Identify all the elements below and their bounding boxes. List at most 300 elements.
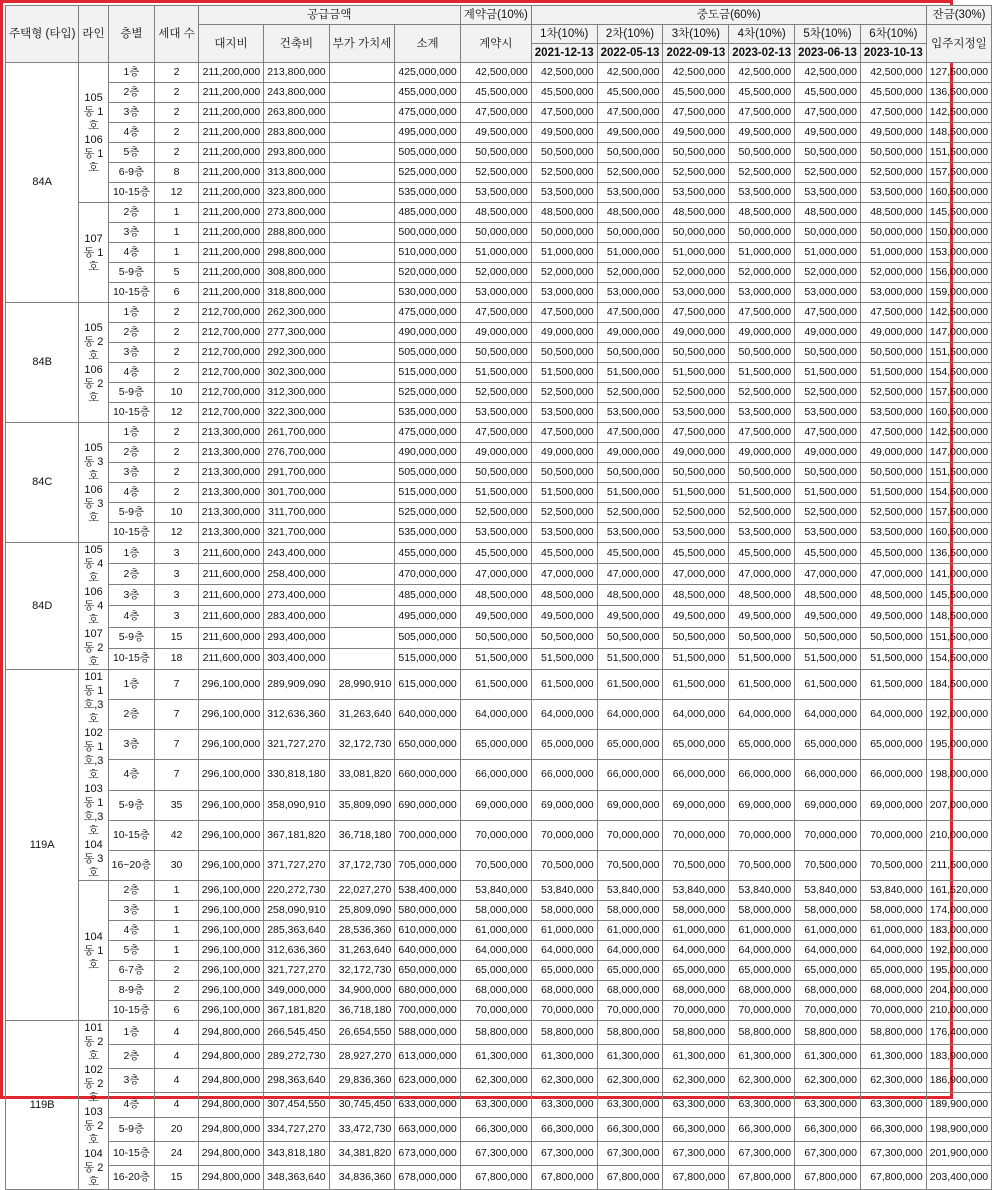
line-cell: 105동 1호 106동 1호 xyxy=(79,63,108,203)
middle-payment-cell: 61,000,000 xyxy=(860,921,926,941)
floor-cell: 16~20층 xyxy=(108,850,155,880)
header-middle-round: 1차(10%) xyxy=(531,25,597,44)
floor-cell: 5-9층 xyxy=(108,790,155,820)
middle-payment-cell: 70,000,000 xyxy=(597,1001,663,1021)
middle-payment-cell: 62,300,000 xyxy=(795,1069,861,1093)
floor-cell: 10-15층 xyxy=(108,1141,155,1165)
floor-cell: 10-15층 xyxy=(108,183,155,203)
contract-cell: 52,500,000 xyxy=(460,163,531,183)
contract-cell: 70,000,000 xyxy=(460,1001,531,1021)
middle-payment-cell: 70,000,000 xyxy=(663,820,729,850)
middle-payment-cell: 49,000,000 xyxy=(597,323,663,343)
middle-payment-cell: 65,000,000 xyxy=(597,730,663,760)
contract-cell: 48,500,000 xyxy=(460,585,531,606)
middle-payment-cell: 49,000,000 xyxy=(663,443,729,463)
floor-cell: 5층 xyxy=(108,941,155,961)
middle-payment-cell: 61,500,000 xyxy=(860,670,926,700)
subtotal-cell: 535,000,000 xyxy=(395,403,460,423)
middle-payment-cell: 58,000,000 xyxy=(729,901,795,921)
middle-payment-cell: 53,500,000 xyxy=(860,403,926,423)
vat-cell xyxy=(329,483,395,503)
land-cost-cell: 212,700,000 xyxy=(198,343,263,363)
contract-cell: 66,300,000 xyxy=(460,1117,531,1141)
building-cost-cell: 334,727,270 xyxy=(264,1117,329,1141)
land-cost-cell: 296,100,000 xyxy=(198,760,263,790)
land-cost-cell: 211,200,000 xyxy=(198,263,263,283)
building-cost-cell: 349,000,000 xyxy=(264,981,329,1001)
units-cell: 3 xyxy=(155,606,199,627)
middle-payment-cell: 52,500,000 xyxy=(729,503,795,523)
balance-cell: 195,000,000 xyxy=(926,730,991,760)
units-cell: 1 xyxy=(155,901,199,921)
middle-payment-cell: 42,500,000 xyxy=(860,63,926,83)
vat-cell xyxy=(329,63,395,83)
balance-cell: 204,000,000 xyxy=(926,981,991,1001)
balance-cell: 142,500,000 xyxy=(926,423,991,443)
line-cell: 105동 4호 106동 4호 107동 2호 xyxy=(79,543,108,670)
building-cost-cell: 343,818,180 xyxy=(264,1141,329,1165)
floor-cell: 10-15층 xyxy=(108,283,155,303)
middle-payment-cell: 52,500,000 xyxy=(795,503,861,523)
supply-price-table xyxy=(5,5,992,1190)
building-cost-cell: 330,818,180 xyxy=(264,760,329,790)
middle-payment-cell: 47,000,000 xyxy=(795,564,861,585)
middle-payment-cell: 62,300,000 xyxy=(860,1069,926,1093)
middle-payment-cell: 70,000,000 xyxy=(795,820,861,850)
building-cost-cell: 243,400,000 xyxy=(264,543,329,564)
middle-payment-cell: 47,000,000 xyxy=(663,564,729,585)
middle-payment-cell: 70,500,000 xyxy=(597,850,663,880)
middle-payment-cell: 49,500,000 xyxy=(597,606,663,627)
middle-payment-cell: 53,000,000 xyxy=(597,283,663,303)
table-row xyxy=(6,543,992,564)
contract-cell: 45,500,000 xyxy=(460,543,531,564)
balance-cell: 183,900,000 xyxy=(926,1045,991,1069)
vat-cell xyxy=(329,203,395,223)
middle-payment-cell: 69,000,000 xyxy=(860,790,926,820)
middle-payment-cell: 67,300,000 xyxy=(729,1141,795,1165)
contract-cell: 51,000,000 xyxy=(460,243,531,263)
vat-cell: 22,027,270 xyxy=(329,881,395,901)
middle-payment-cell: 53,840,000 xyxy=(597,881,663,901)
middle-payment-cell: 52,500,000 xyxy=(597,163,663,183)
land-cost-cell: 211,200,000 xyxy=(198,83,263,103)
units-cell: 7 xyxy=(155,670,199,700)
middle-payment-cell: 65,000,000 xyxy=(663,961,729,981)
table-row xyxy=(6,123,992,143)
middle-payment-cell: 66,300,000 xyxy=(663,1117,729,1141)
land-cost-cell: 296,100,000 xyxy=(198,700,263,730)
middle-payment-cell: 67,800,000 xyxy=(597,1165,663,1189)
units-cell: 4 xyxy=(155,1045,199,1069)
balance-cell: 192,000,000 xyxy=(926,941,991,961)
middle-payment-cell: 66,000,000 xyxy=(860,760,926,790)
subtotal-cell: 500,000,000 xyxy=(395,223,460,243)
middle-payment-cell: 48,500,000 xyxy=(597,585,663,606)
floor-cell: 3층 xyxy=(108,343,155,363)
table-row xyxy=(6,523,992,543)
middle-payment-cell: 47,500,000 xyxy=(597,303,663,323)
middle-payment-cell: 49,500,000 xyxy=(795,123,861,143)
contract-cell: 58,000,000 xyxy=(460,901,531,921)
middle-payment-cell: 51,500,000 xyxy=(860,483,926,503)
vat-cell xyxy=(329,503,395,523)
vat-cell xyxy=(329,423,395,443)
table-row xyxy=(6,203,992,223)
middle-payment-cell: 68,000,000 xyxy=(795,981,861,1001)
contract-cell: 51,500,000 xyxy=(460,483,531,503)
land-cost-cell: 296,100,000 xyxy=(198,820,263,850)
middle-payment-cell: 48,500,000 xyxy=(663,203,729,223)
middle-payment-cell: 53,500,000 xyxy=(795,523,861,543)
units-cell: 2 xyxy=(155,961,199,981)
contract-cell: 45,500,000 xyxy=(460,83,531,103)
subtotal-cell: 505,000,000 xyxy=(395,343,460,363)
contract-cell: 67,800,000 xyxy=(460,1165,531,1189)
table-row xyxy=(6,961,992,981)
middle-payment-cell: 61,500,000 xyxy=(531,670,597,700)
land-cost-cell: 212,700,000 xyxy=(198,323,263,343)
header-middle-group: 중도금(60%) xyxy=(531,6,926,25)
header-middle-round: 4차(10%) xyxy=(729,25,795,44)
subtotal-cell: 475,000,000 xyxy=(395,423,460,443)
balance-cell: 127,500,000 xyxy=(926,63,991,83)
floor-cell: 1층 xyxy=(108,670,155,700)
middle-payment-cell: 67,800,000 xyxy=(860,1165,926,1189)
subtotal-cell: 490,000,000 xyxy=(395,323,460,343)
table-row xyxy=(6,1141,992,1165)
middle-payment-cell: 53,500,000 xyxy=(597,523,663,543)
vat-cell: 33,472,730 xyxy=(329,1117,395,1141)
header-supply-group: 공급금액 xyxy=(198,6,460,25)
middle-payment-cell: 51,500,000 xyxy=(795,363,861,383)
building-cost-cell: 258,400,000 xyxy=(264,564,329,585)
contract-cell: 51,500,000 xyxy=(460,363,531,383)
header-land: 대지비 xyxy=(198,25,263,63)
middle-payment-cell: 48,500,000 xyxy=(597,203,663,223)
middle-payment-cell: 49,000,000 xyxy=(795,323,861,343)
type-cell: 119B xyxy=(6,1021,79,1190)
contract-cell: 64,000,000 xyxy=(460,941,531,961)
middle-payment-cell: 61,300,000 xyxy=(860,1045,926,1069)
land-cost-cell: 213,300,000 xyxy=(198,503,263,523)
middle-payment-cell: 49,000,000 xyxy=(729,323,795,343)
middle-payment-cell: 47,500,000 xyxy=(729,303,795,323)
middle-payment-cell: 48,500,000 xyxy=(795,585,861,606)
units-cell: 6 xyxy=(155,283,199,303)
contract-cell: 69,000,000 xyxy=(460,790,531,820)
middle-payment-cell: 66,000,000 xyxy=(597,760,663,790)
vat-cell: 30,745,450 xyxy=(329,1093,395,1117)
subtotal-cell: 610,000,000 xyxy=(395,921,460,941)
building-cost-cell: 367,181,820 xyxy=(264,1001,329,1021)
floor-cell: 4층 xyxy=(108,1093,155,1117)
subtotal-cell: 485,000,000 xyxy=(395,585,460,606)
middle-payment-cell: 50,500,000 xyxy=(531,627,597,648)
middle-payment-cell: 52,500,000 xyxy=(531,163,597,183)
vat-cell: 34,900,000 xyxy=(329,981,395,1001)
contract-cell: 52,000,000 xyxy=(460,263,531,283)
balance-cell: 192,000,000 xyxy=(926,700,991,730)
land-cost-cell: 296,100,000 xyxy=(198,901,263,921)
table-row xyxy=(6,323,992,343)
middle-payment-cell: 51,000,000 xyxy=(663,243,729,263)
subtotal-cell: 580,000,000 xyxy=(395,901,460,921)
subtotal-cell: 425,000,000 xyxy=(395,63,460,83)
middle-payment-cell: 68,000,000 xyxy=(729,981,795,1001)
middle-payment-cell: 58,800,000 xyxy=(531,1021,597,1045)
middle-payment-cell: 50,500,000 xyxy=(531,343,597,363)
table-row xyxy=(6,343,992,363)
units-cell: 4 xyxy=(155,1021,199,1045)
vat-cell: 28,536,360 xyxy=(329,921,395,941)
units-cell: 2 xyxy=(155,83,199,103)
middle-payment-cell: 51,500,000 xyxy=(795,483,861,503)
building-cost-cell: 322,300,000 xyxy=(264,403,329,423)
contract-cell: 50,000,000 xyxy=(460,223,531,243)
middle-payment-cell: 49,000,000 xyxy=(729,443,795,463)
middle-payment-cell: 61,500,000 xyxy=(597,670,663,700)
contract-cell: 49,000,000 xyxy=(460,443,531,463)
vat-cell xyxy=(329,523,395,543)
contract-cell: 61,300,000 xyxy=(460,1045,531,1069)
middle-payment-cell: 50,500,000 xyxy=(597,627,663,648)
middle-payment-cell: 51,500,000 xyxy=(795,648,861,669)
header-contract-group: 계약금(10%) xyxy=(460,6,531,25)
land-cost-cell: 211,600,000 xyxy=(198,606,263,627)
vat-cell xyxy=(329,283,395,303)
balance-cell: 203,400,000 xyxy=(926,1165,991,1189)
units-cell: 2 xyxy=(155,303,199,323)
floor-cell: 5-9층 xyxy=(108,263,155,283)
units-cell: 1 xyxy=(155,203,199,223)
middle-payment-cell: 67,300,000 xyxy=(795,1141,861,1165)
middle-payment-cell: 51,500,000 xyxy=(663,483,729,503)
land-cost-cell: 211,600,000 xyxy=(198,627,263,648)
vat-cell xyxy=(329,363,395,383)
balance-cell: 207,000,000 xyxy=(926,790,991,820)
vat-cell: 36,718,180 xyxy=(329,1001,395,1021)
middle-payment-cell: 50,500,000 xyxy=(729,463,795,483)
floor-cell: 2층 xyxy=(108,323,155,343)
balance-cell: 198,900,000 xyxy=(926,1117,991,1141)
middle-payment-cell: 50,500,000 xyxy=(860,463,926,483)
balance-cell: 160,500,000 xyxy=(926,403,991,423)
floor-cell: 16-20층 xyxy=(108,1165,155,1189)
middle-payment-cell: 70,500,000 xyxy=(860,850,926,880)
contract-cell: 51,500,000 xyxy=(460,648,531,669)
balance-cell: 159,000,000 xyxy=(926,283,991,303)
table-body xyxy=(6,63,992,1190)
middle-payment-cell: 67,300,000 xyxy=(860,1141,926,1165)
middle-payment-cell: 68,000,000 xyxy=(531,981,597,1001)
middle-payment-cell: 65,000,000 xyxy=(531,961,597,981)
middle-payment-cell: 48,500,000 xyxy=(531,203,597,223)
middle-payment-cell: 45,500,000 xyxy=(663,543,729,564)
middle-payment-cell: 70,000,000 xyxy=(860,820,926,850)
middle-payment-cell: 50,500,000 xyxy=(860,343,926,363)
units-cell: 3 xyxy=(155,585,199,606)
type-cell: 84C xyxy=(6,423,79,543)
middle-payment-cell: 45,500,000 xyxy=(531,543,597,564)
table-row xyxy=(6,263,992,283)
middle-payment-cell: 49,500,000 xyxy=(795,606,861,627)
middle-payment-cell: 67,800,000 xyxy=(795,1165,861,1189)
middle-payment-cell: 61,500,000 xyxy=(729,670,795,700)
middle-payment-cell: 70,000,000 xyxy=(729,1001,795,1021)
floor-cell: 2층 xyxy=(108,443,155,463)
contract-cell: 49,000,000 xyxy=(460,323,531,343)
subtotal-cell: 485,000,000 xyxy=(395,203,460,223)
middle-payment-cell: 49,000,000 xyxy=(597,443,663,463)
land-cost-cell: 296,100,000 xyxy=(198,961,263,981)
vat-cell xyxy=(329,648,395,669)
middle-payment-cell: 50,000,000 xyxy=(597,223,663,243)
floor-cell: 2층 xyxy=(108,700,155,730)
vat-cell xyxy=(329,403,395,423)
contract-cell: 53,500,000 xyxy=(460,523,531,543)
middle-payment-cell: 53,500,000 xyxy=(597,403,663,423)
balance-cell: 141,000,000 xyxy=(926,564,991,585)
balance-cell: 183,000,000 xyxy=(926,921,991,941)
middle-payment-cell: 48,500,000 xyxy=(531,585,597,606)
middle-payment-cell: 63,300,000 xyxy=(729,1093,795,1117)
floor-cell: 2층 xyxy=(108,203,155,223)
floor-cell: 1층 xyxy=(108,1021,155,1045)
table-header xyxy=(6,6,992,63)
subtotal-cell: 515,000,000 xyxy=(395,648,460,669)
middle-payment-cell: 50,500,000 xyxy=(663,627,729,648)
units-cell: 4 xyxy=(155,1069,199,1093)
floor-cell: 4층 xyxy=(108,921,155,941)
middle-payment-cell: 58,000,000 xyxy=(597,901,663,921)
table-row xyxy=(6,981,992,1001)
middle-payment-cell: 64,000,000 xyxy=(597,700,663,730)
contract-cell: 47,500,000 xyxy=(460,103,531,123)
middle-payment-cell: 48,500,000 xyxy=(663,585,729,606)
units-cell: 7 xyxy=(155,730,199,760)
floor-cell: 4층 xyxy=(108,123,155,143)
middle-payment-cell: 64,000,000 xyxy=(860,941,926,961)
balance-cell: 151,500,000 xyxy=(926,343,991,363)
land-cost-cell: 213,300,000 xyxy=(198,423,263,443)
middle-payment-cell: 53,500,000 xyxy=(531,523,597,543)
middle-payment-cell: 65,000,000 xyxy=(729,730,795,760)
table-row xyxy=(6,730,992,760)
middle-payment-cell: 58,800,000 xyxy=(860,1021,926,1045)
middle-payment-cell: 53,500,000 xyxy=(663,523,729,543)
table-row xyxy=(6,790,992,820)
table-row xyxy=(6,1117,992,1141)
table-row xyxy=(6,163,992,183)
units-cell: 12 xyxy=(155,523,199,543)
subtotal-cell: 535,000,000 xyxy=(395,183,460,203)
land-cost-cell: 296,100,000 xyxy=(198,1001,263,1021)
building-cost-cell: 273,400,000 xyxy=(264,585,329,606)
header-middle-date: 2023-02-13 xyxy=(729,44,795,63)
units-cell: 2 xyxy=(155,483,199,503)
middle-payment-cell: 47,500,000 xyxy=(795,423,861,443)
header-vat: 부가 가치세 xyxy=(329,25,395,63)
contract-cell: 50,500,000 xyxy=(460,627,531,648)
header-middle-date: 2022-05-13 xyxy=(597,44,663,63)
middle-payment-cell: 69,000,000 xyxy=(663,790,729,820)
middle-payment-cell: 53,500,000 xyxy=(663,183,729,203)
land-cost-cell: 296,100,000 xyxy=(198,730,263,760)
land-cost-cell: 212,700,000 xyxy=(198,383,263,403)
floor-cell: 4층 xyxy=(108,243,155,263)
contract-cell: 47,000,000 xyxy=(460,564,531,585)
header-middle-round: 2차(10%) xyxy=(597,25,663,44)
subtotal-cell: 705,000,000 xyxy=(395,850,460,880)
contract-cell: 66,000,000 xyxy=(460,760,531,790)
middle-payment-cell: 52,500,000 xyxy=(729,383,795,403)
floor-cell: 6-9층 xyxy=(108,163,155,183)
middle-payment-cell: 65,000,000 xyxy=(729,961,795,981)
units-cell: 2 xyxy=(155,143,199,163)
units-cell: 2 xyxy=(155,323,199,343)
contract-cell: 61,500,000 xyxy=(460,670,531,700)
balance-cell: 160,500,000 xyxy=(926,183,991,203)
table-row xyxy=(6,1165,992,1189)
header-middle-date: 2021-12-13 xyxy=(531,44,597,63)
middle-payment-cell: 53,000,000 xyxy=(531,283,597,303)
vat-cell: 28,990,910 xyxy=(329,670,395,700)
middle-payment-cell: 42,500,000 xyxy=(729,63,795,83)
land-cost-cell: 211,200,000 xyxy=(198,283,263,303)
middle-payment-cell: 63,300,000 xyxy=(795,1093,861,1117)
table-row xyxy=(6,606,992,627)
middle-payment-cell: 58,800,000 xyxy=(729,1021,795,1045)
middle-payment-cell: 70,000,000 xyxy=(531,820,597,850)
middle-payment-cell: 49,500,000 xyxy=(729,123,795,143)
floor-cell: 1층 xyxy=(108,423,155,443)
subtotal-cell: 613,000,000 xyxy=(395,1045,460,1069)
units-cell: 2 xyxy=(155,463,199,483)
contract-cell: 62,300,000 xyxy=(460,1069,531,1093)
units-cell: 15 xyxy=(155,1165,199,1189)
middle-payment-cell: 69,000,000 xyxy=(795,790,861,820)
units-cell: 2 xyxy=(155,981,199,1001)
middle-payment-cell: 47,500,000 xyxy=(860,303,926,323)
middle-payment-cell: 58,800,000 xyxy=(795,1021,861,1045)
type-cell: 84A xyxy=(6,63,79,303)
units-cell: 30 xyxy=(155,850,199,880)
middle-payment-cell: 61,300,000 xyxy=(531,1045,597,1069)
balance-cell: 151,500,000 xyxy=(926,627,991,648)
middle-payment-cell: 69,000,000 xyxy=(531,790,597,820)
middle-payment-cell: 47,500,000 xyxy=(729,423,795,443)
building-cost-cell: 298,800,000 xyxy=(264,243,329,263)
middle-payment-cell: 53,500,000 xyxy=(531,403,597,423)
floor-cell: 3층 xyxy=(108,730,155,760)
middle-payment-cell: 61,000,000 xyxy=(663,921,729,941)
middle-payment-cell: 58,800,000 xyxy=(663,1021,729,1045)
middle-payment-cell: 53,500,000 xyxy=(729,183,795,203)
units-cell: 2 xyxy=(155,123,199,143)
middle-payment-cell: 49,500,000 xyxy=(729,606,795,627)
middle-payment-cell: 47,000,000 xyxy=(597,564,663,585)
subtotal-cell: 535,000,000 xyxy=(395,523,460,543)
building-cost-cell: 277,300,000 xyxy=(264,323,329,343)
middle-payment-cell: 51,500,000 xyxy=(531,648,597,669)
subtotal-cell: 470,000,000 xyxy=(395,564,460,585)
building-cost-cell: 323,800,000 xyxy=(264,183,329,203)
table-row xyxy=(6,443,992,463)
vat-cell xyxy=(329,243,395,263)
units-cell: 6 xyxy=(155,1001,199,1021)
land-cost-cell: 294,800,000 xyxy=(198,1069,263,1093)
